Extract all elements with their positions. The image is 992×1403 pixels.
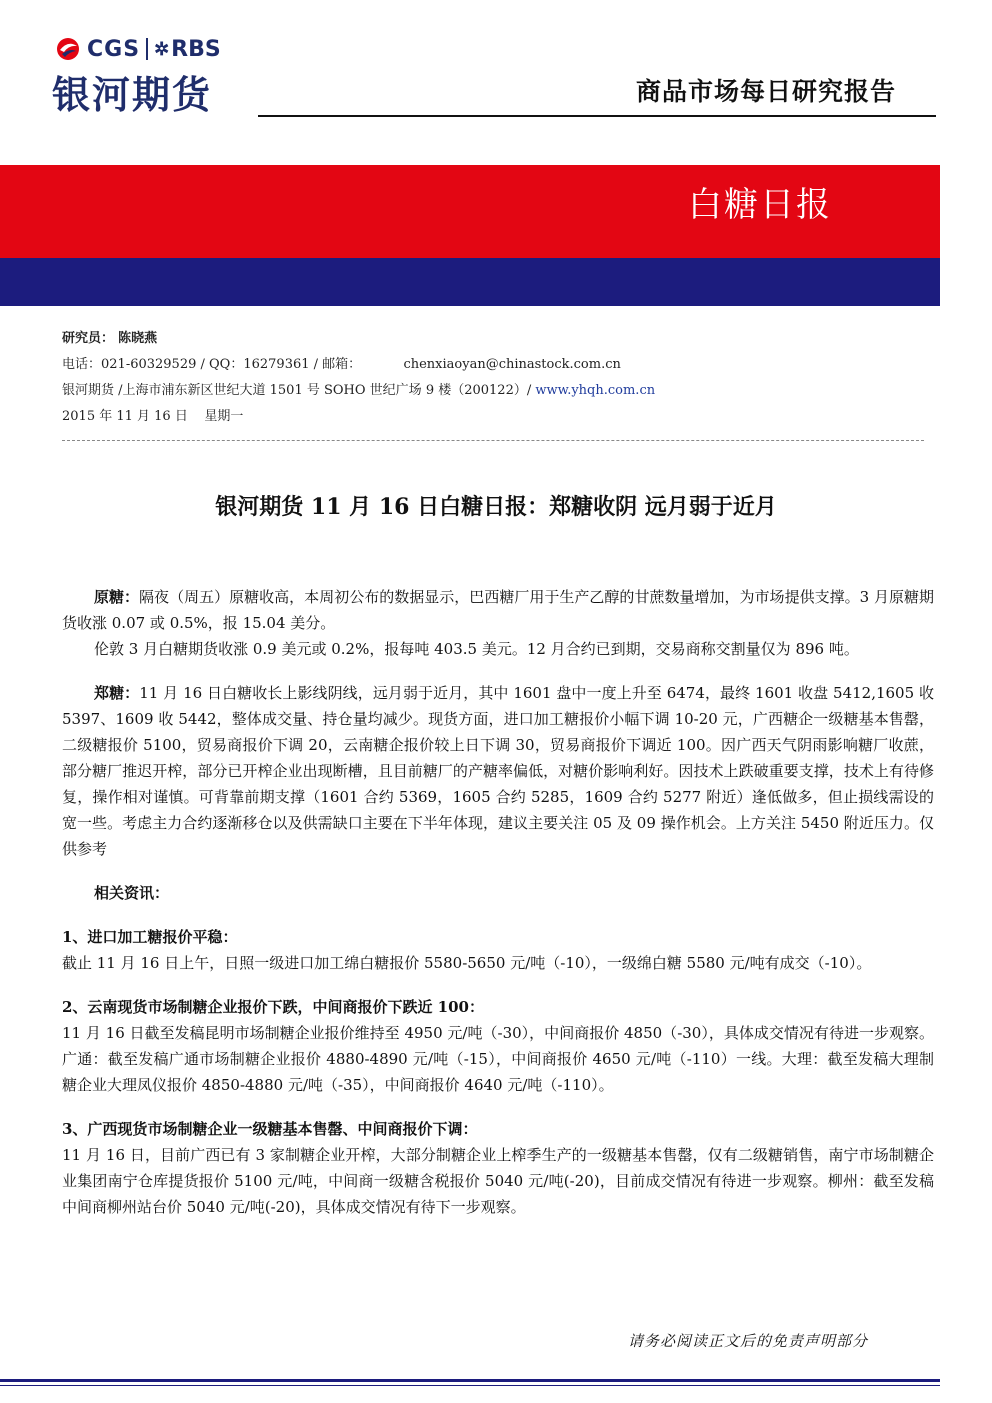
news-heading-3: 3、广西现货市场制糖企业一级糖基本售罄、中间商报价下调： xyxy=(62,1120,478,1138)
zheng-sugar-paragraph xyxy=(62,680,934,862)
page-header xyxy=(0,0,992,160)
report-title: 银河期货 11 月 16 日白糖日报：郑糖收阴 远月弱于近月 xyxy=(215,494,777,520)
news-text-3: 11 月 16 日，目前广西已有 3 家制糖企业开榨，大部分制糖企业上榨季生产的一级糖基本售罄，仅有二级糖销售，南宁市场制糖企业集团南宁仓库提货报价 5100 元/吨，中间商一级糖含税报价 5040 元/吨(-20)，目前成交情况有待进一步观察。柳州：截至发稿中间商柳州站台价 5040 元/吨(-20)，具体成交情况有待下一步观察。 xyxy=(62,1146,934,1216)
news-text-2: 11 月 16 日截至发稿昆明市场制糖企业报价维持至 4950 元/吨（-30），中间商报价 4850（-30），具体成交情况有待进一步观察。广通：截至发稿广通市场制糖企业报价 4880-4890 元/吨（-15），中间商报价 4650 元/吨（-110）一线。大理：截至发稿大理制糖企业大理凤仪报价 4850-4880 元/吨（-35），中间商报价 4640 元/吨（-110）。 xyxy=(62,1024,934,1094)
footer-line-thick xyxy=(0,1379,940,1382)
raw-sugar-text: 隔夜（周五）原糖收高，本周初公布的数据显示，巴西糖厂用于生产乙醇的甘蔗数量增加，为市场提供支撑。3 月原糖期货收涨 0.07 或 0.5%，报 15.04 美分。 xyxy=(62,588,934,632)
logo-cgs-text: CGS xyxy=(87,36,141,62)
address-line xyxy=(62,378,922,404)
zheng-sugar-label: 郑糖： xyxy=(94,684,140,702)
researcher-line xyxy=(62,326,922,352)
raw-sugar-paragraph xyxy=(62,584,934,636)
banner-title: 白糖日报 xyxy=(688,185,832,225)
header-divider xyxy=(258,115,936,117)
report-date: 2015 年 11 月 16 日 星期一 xyxy=(62,409,244,424)
disclaimer-note: 请务必阅读正文后的免责声明部分 xyxy=(628,1332,869,1350)
researcher-label: 研究员： xyxy=(62,331,115,346)
banner-red xyxy=(0,165,940,258)
london-sugar-paragraph: 伦敦 3 月白糖期货收涨 0.9 美元或 0.2%，报每吨 403.5 美元。12 月合约已到期，交易商称交割量仅为 896 吨。 xyxy=(94,640,859,658)
contact-info: 电话：021-60329529 / QQ：16279361 / 邮箱： xyxy=(62,357,362,372)
email-address[interactable]: chenxiaoyan@chinastock.com.cn xyxy=(403,357,621,372)
news-label: 相关资讯： xyxy=(94,884,170,902)
logo-rbs-text: RBS xyxy=(171,36,221,62)
footer-line-thin xyxy=(0,1385,940,1386)
report-meta xyxy=(62,326,922,430)
banner-blue xyxy=(0,258,940,306)
news-heading-1: 1、进口加工糖报价平稳： xyxy=(62,928,238,946)
rbs-mark-icon: ✲ xyxy=(154,38,170,60)
contact-line xyxy=(62,352,922,378)
report-body xyxy=(62,584,934,1220)
logo-separator xyxy=(146,38,148,60)
meta-divider xyxy=(62,440,924,441)
website-link[interactable]: www.yhqh.com.cn xyxy=(535,383,656,398)
cgs-swirl-icon xyxy=(55,36,81,62)
researcher-name: 陈晓燕 xyxy=(118,331,158,346)
zheng-sugar-text: 11 月 16 日白糖收长上影线阴线，远月弱于近月，其中 1601 盘中一度上升至 6474，最终 1601 收盘 5412,1605 收 5397、1609 收 5442，整体成交量、持仓量均减少。现货方面，进口加工糖报价小幅下调 10-20 元，广西糖企一级糖基本售罄，二级糖报价 5100，贸易商报价下调 20，云南糖企报价较上日下调 30，贸易商报价下调近 100。因广西天气阴雨影响糖厂收蔗，部分糖厂推迟开榨，部分已开榨企业出现断槽，且目前糖厂的产糖率偏低，对糖价影响利好。因技术上跌破重要支撑，技术上有待修复，操作相对谨慎。可背靠前期支撑（1601 合约 5369，1605 合约 5285，1609 合约 5277 附近）逢低做多，但止损线需设的宽一些。考虑主力合约逐渐移仓以及供需缺口主要在下半年体现，建议主要关注 05 及 09 操作机会。上方关注 5450 附近压力。仅供参考 xyxy=(62,684,934,858)
news-heading-2: 2、云南现货市场制糖企业报价下跌，中间商报价下跌近 100： xyxy=(62,998,484,1016)
company-address: 银河期货 /上海市浦东新区世纪大道 1501 号 SOHO 世纪广场 9 楼（200122）/ xyxy=(62,383,536,398)
raw-sugar-label: 原糖： xyxy=(94,588,140,606)
news-text-1: 截止 11 月 16 日上午，日照一级进口加工绵白糖报价 5580-5650 元/吨（-10），一级绵白糖 5580 元/吨有成交（-10）。 xyxy=(62,954,872,972)
company-logo xyxy=(55,34,221,64)
report-type: 商品市场每日研究报告 xyxy=(636,77,897,106)
logo-chinese-name: 银河期货 xyxy=(52,73,213,117)
